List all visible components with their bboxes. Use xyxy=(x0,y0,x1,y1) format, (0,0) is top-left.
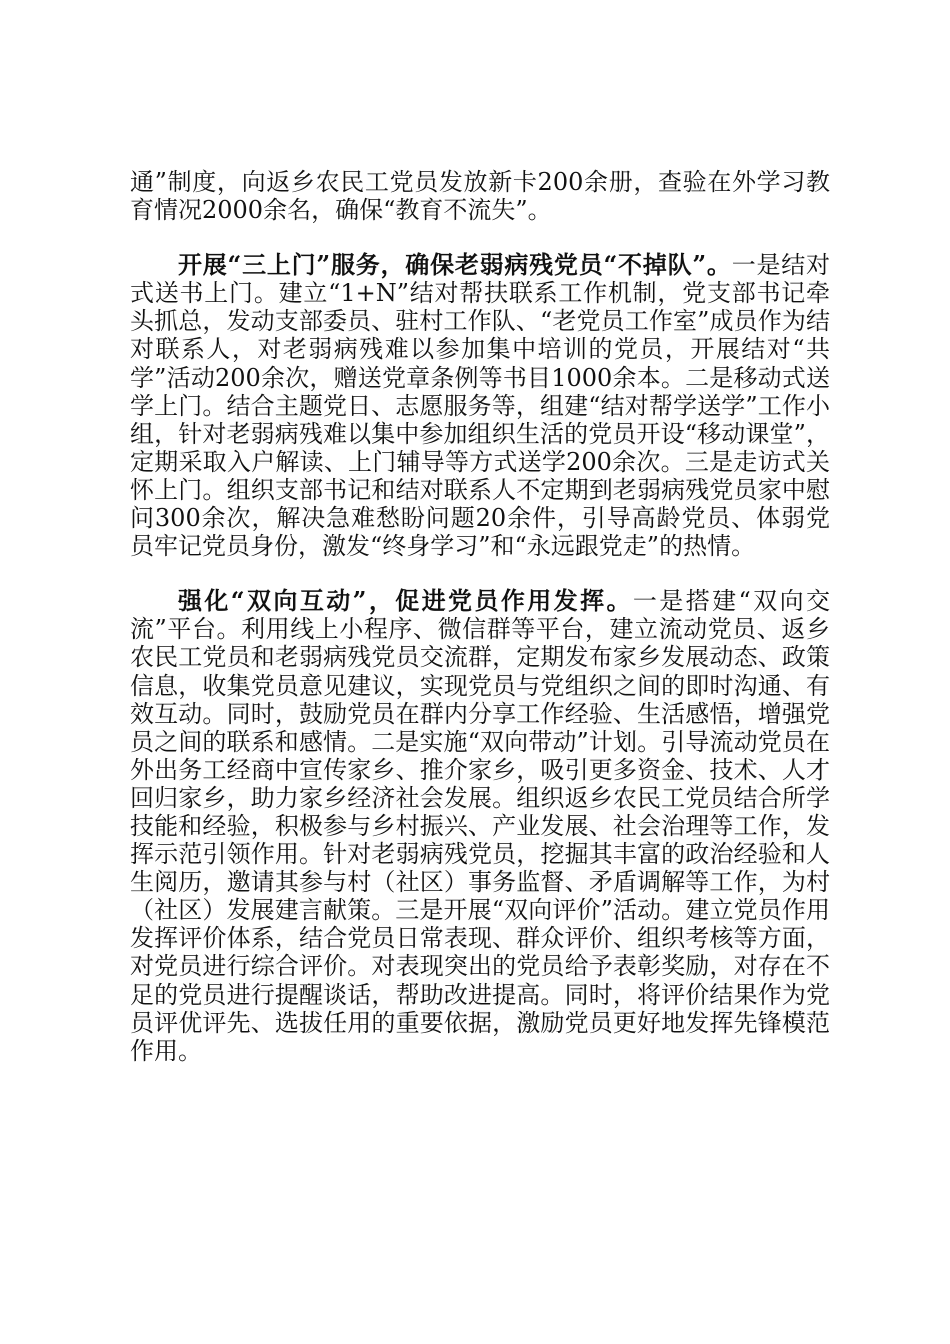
paragraph-continuation xyxy=(130,168,830,224)
paragraph-text: 通”制度，向返乡农民工党员发放新卡200余册，查验在外学习教育情况2000余名，确保“教育不流失”。 xyxy=(130,168,830,225)
paragraph-two-way-interaction xyxy=(130,587,830,1065)
paragraph-text: 一是结对式送书上门。建立“1+N”结对帮扶联系工作机制，党支部书记牵头抓总，发动支部委员、驻村工作队、“老党员工作室”成员作为结对联系人，对老弱病残难以参加集中培训的党员，开展结对“共学”活动200余次，赠送党章条例等书目1000余本。二是移动式送学上门。结合主题党日、志愿服务等，组建“结对帮学送学”工作小组，针对老弱病残难以集中参加组织生活的党员开设“移动课堂”，定期采取入户解读、上门辅导等方式送学200余次。三是走访式关怀上门。组织支部书记和结对联系人不定期到老弱病残党员家中慰问300余次，解决急难愁盼问题20余件，引导高龄党员、体弱党员牢记党员身份，激发“终身学习”和“永远跟党走”的热情。 xyxy=(130,251,831,561)
document-body xyxy=(130,168,830,1065)
paragraph-heading: 开展“三上门”服务，确保老弱病残党员“不掉队”。 xyxy=(178,250,732,280)
paragraph-heading: 强化“双向互动”，促进党员作用发挥。 xyxy=(178,586,633,616)
paragraph-text: 一是搭建“双向交流”平台。利用线上小程序、微信群等平台，建立流动党员、返乡农民工党员和老弱病残党员交流群，定期发布家乡发展动态、政策信息，收集党员意见建议，实现党员与党组织之间的即时沟通、有效互动。同时，鼓励党员在群内分享工作经验、生活感悟，增强党员之间的联系和感情。二是实施“双向带动”计划。引导流动党员在外出务工经商中宣传家乡、推介家乡，吸引更多资金、技术、人才回归家乡，助力家乡经济社会发展。组织返乡农民工党员结合所学技能和经验，积极参与乡村振兴、产业发展、社会治理等工作，发挥示范引领作用。针对老弱病残党员，挖掘其丰富的政治经验和人生阅历，邀请其参与村（社区）事务监督、矛盾调解等工作，为村（社区）发展建言献策。三是开展“双向评价”活动。建立党员作用发挥评价体系，结合党员日常表现、群众评价、组织考核等方面，对党员进行综合评价。对表现突出的党员给予表彰奖励，对存在不足的党员进行提醒谈话，帮助改进提高。同时，将评价结果作为党员评优评先、选拔任用的重要依据，激励党员更好地发挥先锋模范作用。 xyxy=(130,587,830,1065)
paragraph-three-door-service xyxy=(130,251,830,560)
